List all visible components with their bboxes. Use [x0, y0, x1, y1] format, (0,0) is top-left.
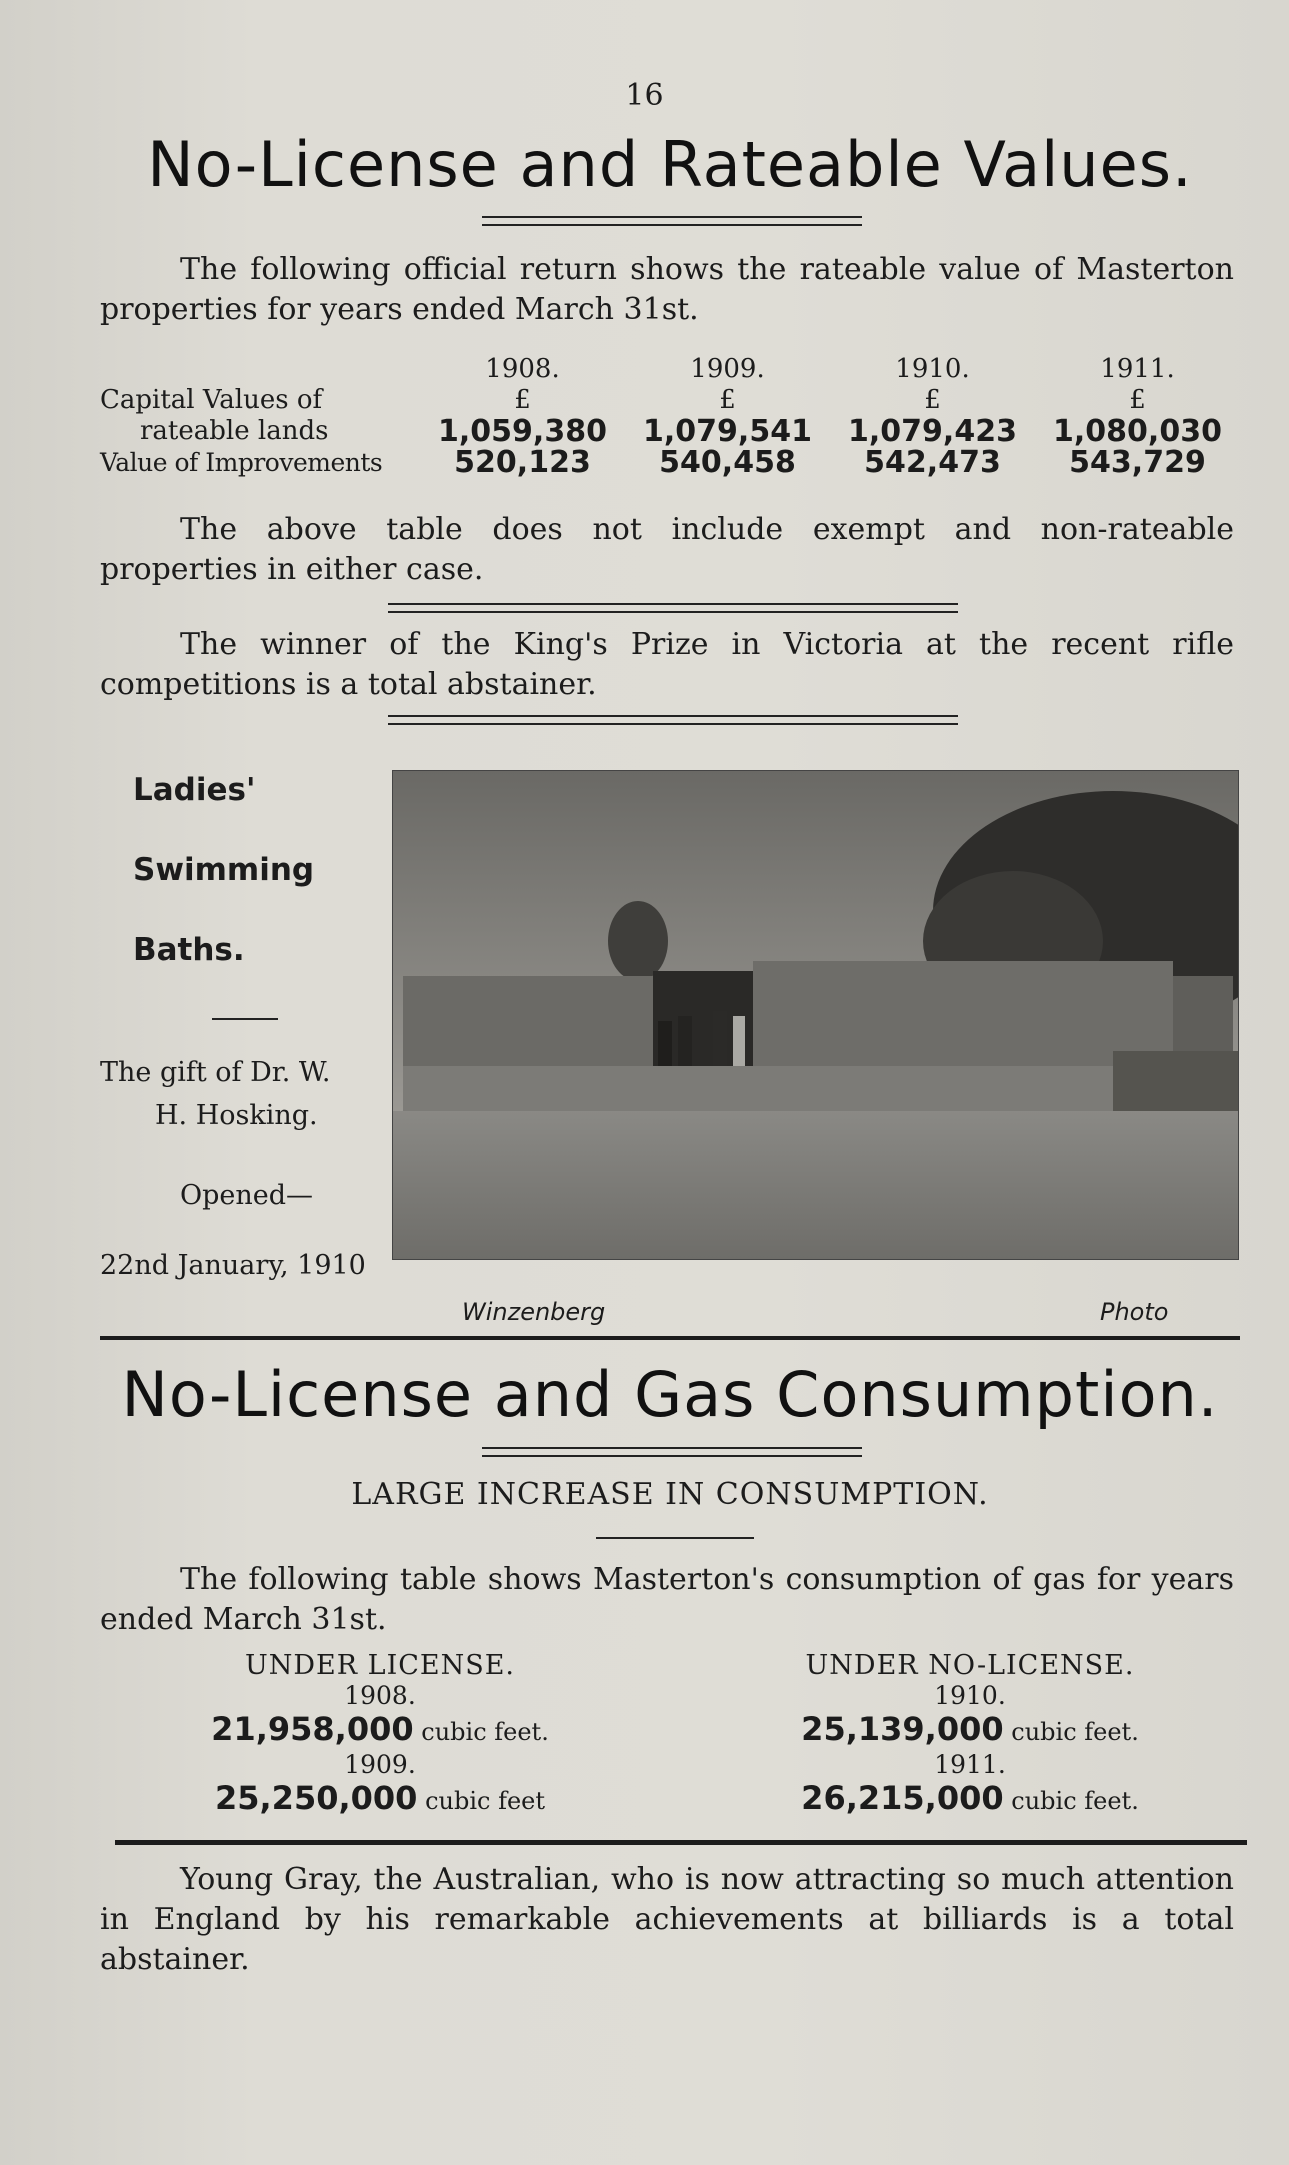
row-label: rateable lands [140, 416, 329, 446]
opened-label: Opened— [180, 1180, 314, 1211]
section-rule [100, 1336, 1240, 1340]
row-label: Value of Improvements [100, 448, 383, 477]
photo-drawing [393, 771, 1238, 1259]
year-label: 1910. [934, 1681, 1006, 1710]
currency-symbol: £ [924, 385, 941, 415]
improvement-value: 543,729 [1069, 445, 1206, 480]
swimming-baths-photo [392, 770, 1239, 1260]
gas-value: 25,139,000 [801, 1710, 1004, 1748]
row-label: Capital Values of [100, 385, 323, 415]
year-label: 1911. [934, 1750, 1006, 1779]
photo-credit-right: Photo [1100, 1298, 1169, 1326]
kings-prize-text: The winner of the King's Prize in Victoria at the recent rifle competitions is a total abstainer. [100, 627, 1234, 702]
year-header: 1910. [895, 354, 970, 384]
gas-value-row [760, 1780, 1180, 1819]
section-rule [115, 1840, 1247, 1845]
year-header: 1909. [690, 354, 765, 384]
capital-value: 1,080,030 [1053, 414, 1222, 449]
unit-label: cubic feet. [1011, 1787, 1139, 1815]
improvement-value: 542,473 [864, 445, 1001, 480]
gas-subtitle: LARGE INCREASE IN CONSUMPTION. [351, 1477, 989, 1512]
double-rule [482, 216, 862, 226]
rateable-intro: The following official return shows the rateable value of Masterton properties for years ended March 31st. [100, 252, 1234, 327]
year-header: 1911. [1100, 354, 1175, 384]
currency-symbol: £ [1129, 385, 1146, 415]
table-row [100, 416, 1240, 447]
gift-line: The gift of Dr. W. [100, 1057, 331, 1088]
unit-label: cubic feet [425, 1787, 546, 1815]
table-row [100, 385, 1240, 416]
page-number: 16 [625, 78, 664, 113]
caption-divider [212, 1018, 278, 1020]
currency-symbol: £ [514, 385, 531, 415]
gas-value: 26,215,000 [801, 1779, 1004, 1817]
under-license-column [170, 1650, 590, 1819]
table-row [100, 447, 1240, 478]
young-gray-text: Young Gray, the Australian, who is now attracting so much attention in England by his remarkable achievements at billiards is a total abstainer. [100, 1862, 1234, 1977]
unit-label: cubic feet. [421, 1718, 549, 1746]
subtitle-rule [596, 1537, 754, 1539]
improvement-value: 520,123 [454, 445, 591, 480]
gift-line: H. Hosking. [155, 1100, 318, 1131]
column-heading: UNDER LICENSE. [244, 1650, 516, 1681]
capital-value: 1,079,423 [848, 414, 1017, 449]
photo-caption-line: Ladies' [133, 772, 256, 808]
gas-value-row [760, 1711, 1180, 1750]
gas-value-row [170, 1780, 590, 1819]
opened-date: 22nd January, 1910 [100, 1250, 366, 1281]
column-heading: UNDER NO-LICENSE. [805, 1650, 1135, 1681]
unit-label: cubic feet. [1011, 1718, 1139, 1746]
capital-value: 1,059,380 [438, 414, 607, 449]
gas-value-row [170, 1711, 590, 1750]
improvement-value: 540,458 [659, 445, 796, 480]
double-rule [482, 1447, 862, 1457]
table-row [100, 354, 1240, 385]
rateable-values-table [100, 354, 1240, 478]
gas-value: 21,958,000 [211, 1710, 414, 1748]
year-header: 1908. [485, 354, 560, 384]
under-no-license-column [760, 1650, 1180, 1819]
double-rule [388, 603, 958, 613]
year-label: 1908. [344, 1681, 416, 1710]
photo-credit-left: Winzenberg [462, 1298, 606, 1326]
capital-value: 1,079,541 [643, 414, 812, 449]
photo-caption-line: Swimming [133, 852, 315, 888]
rateable-note: The above table does not include exempt and non-rateable properties in either case. [100, 512, 1234, 587]
double-rule [388, 715, 958, 725]
section-title-gas: No-License and Gas Consumption. [121, 1358, 1219, 1431]
photo-caption-line: Baths. [133, 932, 245, 968]
section-title-rateable: No-License and Rateable Values. [147, 128, 1193, 201]
gas-value: 25,250,000 [214, 1779, 418, 1817]
year-label: 1909. [344, 1750, 416, 1779]
currency-symbol: £ [719, 385, 736, 415]
gas-intro: The following table shows Masterton's consumption of gas for years ended March 31st. [100, 1562, 1234, 1637]
